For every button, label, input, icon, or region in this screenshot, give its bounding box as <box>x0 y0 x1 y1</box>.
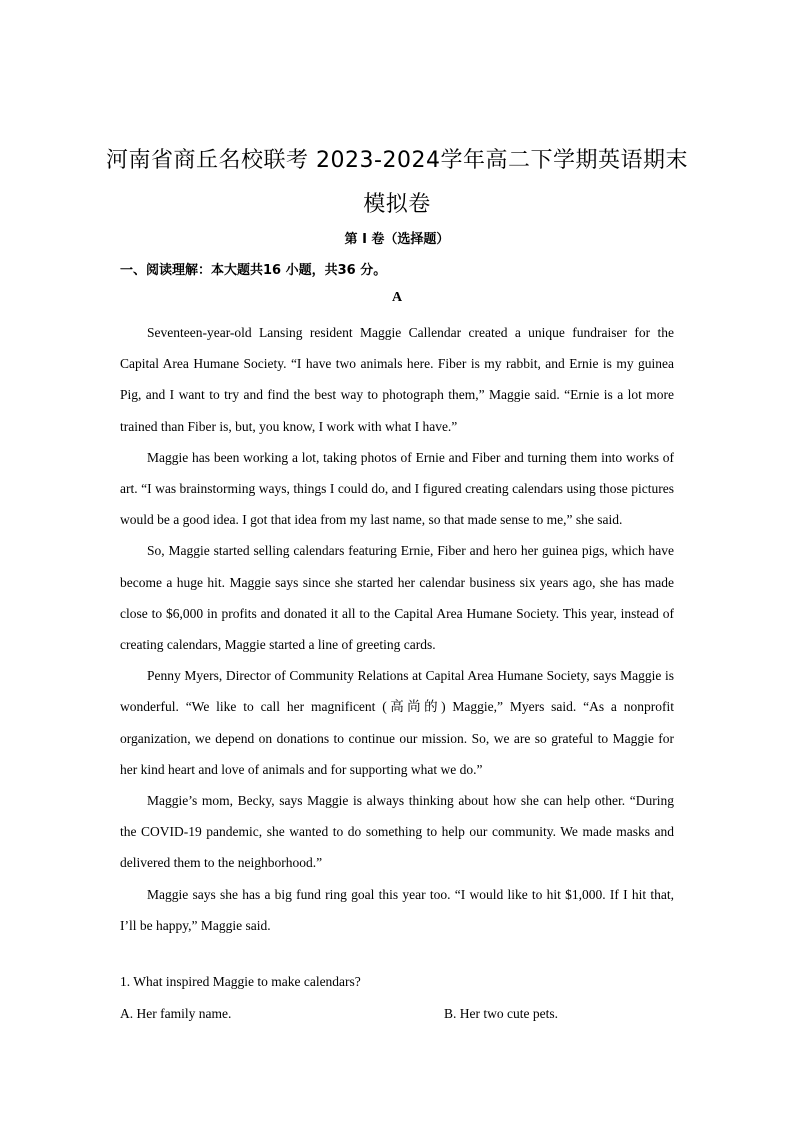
paragraph: Seventeen-year-old Lansing resident Maggie Callendar created a unique fundraiser for the Capital Area Humane Society. “I have two animals here. Fiber is my rabbit, and Ernie is my guinea Pig, and I want to try and find the best way to photograph them,” Maggie said. “Ernie is a lot more trained than Fiber is, but, you know, I work with what I have.” <box>120 325 674 434</box>
document-title-line-2: 模拟卷 <box>363 192 431 217</box>
paragraph: Maggie has been working a lot, taking photos of Ernie and Fiber and turning them into works of art. “I was brainstorming ways, things I could do, and I figured creating calendars using those pictures would be a good idea. I got that idea from my last name, so that made sense to me,” she said. <box>120 449 674 528</box>
paragraph: Penny Myers, Director of Community Relations at Capital Area Humane Society, says Maggie is wonderful. “We like to call her magnificent (高尚的) Maggie,” Myers said. “As a nonprofit organization, we depend on donations to continue our mission. So, we are so grateful to Maggie for her kind heart and love of animals and for supporting what we do.” <box>120 668 674 777</box>
paragraph: Maggie’s mom, Becky, says Maggie is always thinking about how she can help other. “During the COVID-19 pandemic, she wanted to do something to help our community. We made masks and delivered them to the neighborhood.” <box>120 793 674 871</box>
document-title-line-1: 河南省商丘名校联考 2023-2024学年高二下学期英语期末 <box>106 148 688 173</box>
paragraph: So, Maggie started selling calendars featuring Ernie, Fiber and hero her guinea pigs, which have become a huge hit. Maggie says since she started her calendar business six years ago, she has made close to $6,000 in profits and donated it all to the Capital Area Humane Society. This year, instead of creating calendars, Maggie started a line of greeting cards. <box>120 543 674 653</box>
volume-subtitle: 第 I 卷（选择题） <box>344 232 450 247</box>
passage-label: A <box>391 290 403 305</box>
question-text: 1. What inspired Maggie to make calendars? <box>120 974 361 989</box>
option-b: B. Her two cute pets. <box>444 1006 558 1021</box>
paragraph: Maggie says she has a big fund ring goal this year too. “I would like to hit $1,000. If I hit that, I’ll be happy,” Maggie said. <box>120 886 674 933</box>
section-heading: 一、阅读理解：本大题共16 小题，共36 分。 <box>120 263 387 278</box>
passage-body <box>120 317 674 941</box>
option-a: A. Her family name. <box>120 1006 232 1021</box>
